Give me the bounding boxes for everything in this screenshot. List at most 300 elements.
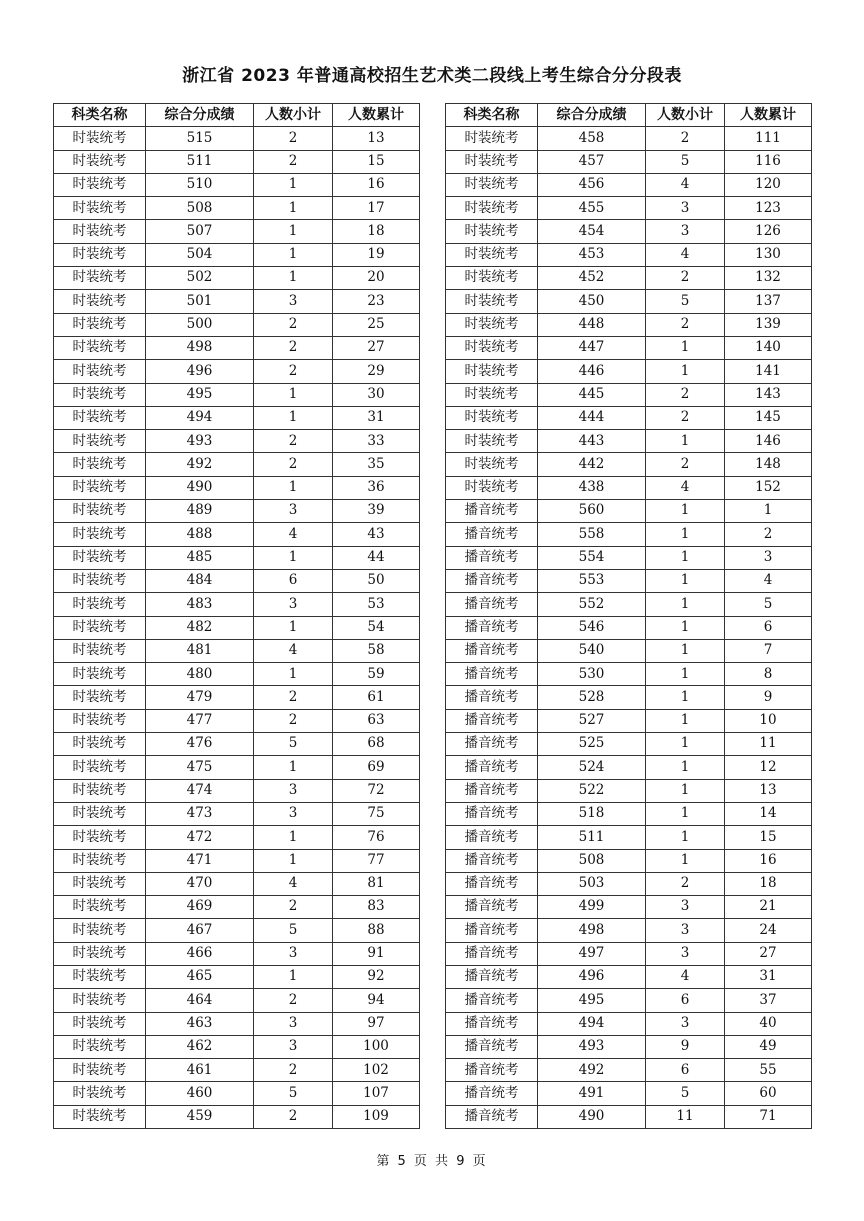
table-row: [446, 546, 812, 569]
category-cell: 时装统考: [446, 313, 538, 336]
category-cell: 时装统考: [54, 733, 146, 756]
table-row: [446, 1012, 812, 1035]
category-cell: 播音统考: [446, 1035, 538, 1058]
table-row: [54, 802, 420, 825]
cumulative-cell: 94: [333, 989, 420, 1012]
count-cell: 2: [646, 383, 725, 406]
count-cell: 1: [254, 546, 333, 569]
category-cell: 播音统考: [446, 523, 538, 546]
table-row: [446, 663, 812, 686]
category-cell: 时装统考: [54, 150, 146, 173]
table-row: [446, 686, 812, 709]
table-row: [446, 150, 812, 173]
table-row: [54, 360, 420, 383]
cumulative-cell: 43: [333, 523, 420, 546]
cumulative-cell: 91: [333, 942, 420, 965]
category-cell: 时装统考: [54, 872, 146, 895]
category-cell: 时装统考: [54, 1012, 146, 1035]
category-cell: 时装统考: [54, 197, 146, 220]
table-row: [54, 616, 420, 639]
score-cell: 494: [538, 1012, 646, 1035]
table-row: [54, 406, 420, 429]
category-cell: 时装统考: [446, 197, 538, 220]
category-cell: 播音统考: [446, 663, 538, 686]
score-cell: 462: [146, 1035, 254, 1058]
table-row: [446, 383, 812, 406]
score-cell: 471: [146, 849, 254, 872]
cumulative-cell: 130: [725, 243, 812, 266]
page-footer: 第 5 页 共 9 页: [376, 1154, 488, 1169]
table-row: [54, 1105, 420, 1128]
category-cell: 时装统考: [54, 896, 146, 919]
table-row: [446, 290, 812, 313]
category-cell: 播音统考: [446, 849, 538, 872]
score-cell: 504: [146, 243, 254, 266]
score-cell: 484: [146, 569, 254, 592]
cumulative-cell: 111: [725, 127, 812, 150]
score-cell: 482: [146, 616, 254, 639]
count-cell: 1: [646, 430, 725, 453]
count-cell: 5: [254, 919, 333, 942]
score-cell: 483: [146, 593, 254, 616]
table-row: [54, 453, 420, 476]
table-row: [54, 709, 420, 732]
cumulative-cell: 18: [725, 872, 812, 895]
score-cell: 479: [146, 686, 254, 709]
cumulative-cell: 23: [333, 290, 420, 313]
cumulative-cell: 11: [725, 733, 812, 756]
table-row: [446, 1105, 812, 1128]
category-cell: 播音统考: [446, 872, 538, 895]
score-cell: 452: [538, 267, 646, 290]
table-row: [54, 243, 420, 266]
count-cell: 1: [646, 523, 725, 546]
cumulative-cell: 81: [333, 872, 420, 895]
category-cell: 时装统考: [54, 826, 146, 849]
score-cell: 456: [538, 173, 646, 196]
cumulative-cell: 49: [725, 1035, 812, 1058]
table-row: [446, 197, 812, 220]
table-row: [54, 173, 420, 196]
count-cell: 4: [646, 476, 725, 499]
count-cell: 2: [254, 453, 333, 476]
table-row: [446, 220, 812, 243]
count-cell: 6: [646, 1059, 725, 1082]
score-cell: 492: [146, 453, 254, 476]
cumulative-cell: 37: [725, 989, 812, 1012]
page-title: 浙江省 2023 年普通高校招生艺术类二段线上考生综合分分段表: [182, 66, 682, 86]
score-cell: 552: [538, 593, 646, 616]
cumulative-cell: 5: [725, 593, 812, 616]
cumulative-cell: 83: [333, 896, 420, 919]
table-row: [54, 989, 420, 1012]
table-row: [54, 220, 420, 243]
score-cell: 525: [538, 733, 646, 756]
count-cell: 1: [254, 476, 333, 499]
count-cell: 6: [646, 989, 725, 1012]
score-cell: 465: [146, 965, 254, 988]
count-cell: 1: [646, 849, 725, 872]
table-row: [54, 476, 420, 499]
category-cell: 时装统考: [446, 406, 538, 429]
cumulative-cell: 21: [725, 896, 812, 919]
table-row: [446, 872, 812, 895]
category-cell: 播音统考: [446, 989, 538, 1012]
score-cell: 492: [538, 1059, 646, 1082]
cumulative-cell: 31: [725, 965, 812, 988]
cumulative-cell: 88: [333, 919, 420, 942]
table-body-left: [54, 127, 420, 1129]
count-cell: 1: [254, 849, 333, 872]
cumulative-cell: 71: [725, 1105, 812, 1128]
cumulative-cell: 14: [725, 802, 812, 825]
count-cell: 1: [254, 383, 333, 406]
count-cell: 5: [646, 1082, 725, 1105]
category-cell: 播音统考: [446, 896, 538, 919]
category-cell: 时装统考: [54, 756, 146, 779]
count-cell: 1: [254, 406, 333, 429]
table-row: [446, 616, 812, 639]
count-cell: 5: [646, 290, 725, 313]
header-cumulative: 人数累计: [333, 104, 420, 127]
cumulative-cell: 58: [333, 639, 420, 662]
cumulative-cell: 59: [333, 663, 420, 686]
cumulative-cell: 9: [725, 686, 812, 709]
cumulative-cell: 33: [333, 430, 420, 453]
cumulative-cell: 29: [333, 360, 420, 383]
category-cell: 时装统考: [446, 476, 538, 499]
table-row: [54, 1012, 420, 1035]
count-cell: 1: [646, 802, 725, 825]
score-cell: 498: [146, 336, 254, 359]
count-cell: 3: [254, 593, 333, 616]
category-cell: 时装统考: [54, 802, 146, 825]
cumulative-cell: 16: [725, 849, 812, 872]
score-cell: 488: [146, 523, 254, 546]
cumulative-cell: 54: [333, 616, 420, 639]
count-cell: 2: [254, 336, 333, 359]
table-row: [446, 919, 812, 942]
category-cell: 时装统考: [54, 313, 146, 336]
count-cell: 3: [646, 197, 725, 220]
table-row: [446, 430, 812, 453]
score-cell: 546: [538, 616, 646, 639]
category-cell: 播音统考: [446, 942, 538, 965]
count-cell: 2: [254, 1105, 333, 1128]
category-cell: 时装统考: [54, 663, 146, 686]
category-cell: 时装统考: [54, 383, 146, 406]
cumulative-cell: 27: [333, 336, 420, 359]
score-cell: 453: [538, 243, 646, 266]
cumulative-cell: 109: [333, 1105, 420, 1128]
count-cell: 3: [646, 896, 725, 919]
cumulative-cell: 8: [725, 663, 812, 686]
category-cell: 时装统考: [54, 779, 146, 802]
count-cell: 1: [646, 639, 725, 662]
count-cell: 1: [646, 663, 725, 686]
header-cumulative: 人数累计: [725, 104, 812, 127]
table-row: [54, 733, 420, 756]
table-header-row: [54, 104, 420, 127]
cumulative-cell: 30: [333, 383, 420, 406]
count-cell: 3: [254, 290, 333, 313]
score-cell: 524: [538, 756, 646, 779]
score-cell: 508: [538, 849, 646, 872]
table-row: [446, 453, 812, 476]
category-cell: 时装统考: [54, 523, 146, 546]
score-cell: 442: [538, 453, 646, 476]
count-cell: 1: [254, 965, 333, 988]
count-cell: 4: [254, 639, 333, 662]
category-cell: 时装统考: [54, 942, 146, 965]
category-cell: 时装统考: [54, 1035, 146, 1058]
table-row: [446, 896, 812, 919]
cumulative-cell: 68: [333, 733, 420, 756]
table-row: [446, 802, 812, 825]
count-cell: 1: [646, 360, 725, 383]
cumulative-cell: 143: [725, 383, 812, 406]
category-cell: 时装统考: [446, 453, 538, 476]
category-cell: 时装统考: [54, 709, 146, 732]
count-cell: 1: [646, 826, 725, 849]
table-row: [54, 336, 420, 359]
table-row: [54, 896, 420, 919]
table-row: [446, 779, 812, 802]
score-cell: 448: [538, 313, 646, 336]
category-cell: 播音统考: [446, 709, 538, 732]
table-row: [446, 1082, 812, 1105]
category-cell: 时装统考: [54, 336, 146, 359]
score-cell: 553: [538, 569, 646, 592]
table-row: [54, 919, 420, 942]
category-cell: 播音统考: [446, 802, 538, 825]
table-row: [446, 360, 812, 383]
category-cell: 时装统考: [54, 267, 146, 290]
score-cell: 510: [146, 173, 254, 196]
cumulative-cell: 18: [333, 220, 420, 243]
count-cell: 1: [254, 267, 333, 290]
category-cell: 播音统考: [446, 616, 538, 639]
cumulative-cell: 20: [333, 267, 420, 290]
category-cell: 时装统考: [446, 336, 538, 359]
count-cell: 3: [646, 1012, 725, 1035]
category-cell: 时装统考: [446, 150, 538, 173]
count-cell: 3: [646, 919, 725, 942]
category-cell: 播音统考: [446, 1082, 538, 1105]
cumulative-cell: 152: [725, 476, 812, 499]
score-cell: 485: [146, 546, 254, 569]
category-cell: 时装统考: [54, 593, 146, 616]
count-cell: 2: [254, 686, 333, 709]
cumulative-cell: 75: [333, 802, 420, 825]
table-row: [446, 313, 812, 336]
cumulative-cell: 4: [725, 569, 812, 592]
category-cell: 时装统考: [54, 1059, 146, 1082]
score-cell: 501: [146, 290, 254, 313]
score-cell: 481: [146, 639, 254, 662]
cumulative-cell: 148: [725, 453, 812, 476]
cumulative-cell: 107: [333, 1082, 420, 1105]
count-cell: 1: [254, 616, 333, 639]
cumulative-cell: 97: [333, 1012, 420, 1035]
category-cell: 时装统考: [54, 430, 146, 453]
cumulative-cell: 3: [725, 546, 812, 569]
count-cell: 5: [254, 1082, 333, 1105]
score-cell: 438: [538, 476, 646, 499]
count-cell: 2: [646, 267, 725, 290]
score-cell: 530: [538, 663, 646, 686]
table-row: [446, 593, 812, 616]
score-cell: 540: [538, 639, 646, 662]
cumulative-cell: 92: [333, 965, 420, 988]
category-cell: 时装统考: [54, 476, 146, 499]
count-cell: 1: [254, 243, 333, 266]
count-cell: 6: [254, 569, 333, 592]
category-cell: 播音统考: [446, 965, 538, 988]
table-row: [54, 872, 420, 895]
score-cell: 461: [146, 1059, 254, 1082]
category-cell: 播音统考: [446, 919, 538, 942]
count-cell: 1: [646, 569, 725, 592]
cumulative-cell: 6: [725, 616, 812, 639]
category-cell: 时装统考: [446, 220, 538, 243]
category-cell: 时装统考: [446, 127, 538, 150]
header-score: 综合分成绩: [538, 104, 646, 127]
category-cell: 时装统考: [54, 453, 146, 476]
table-row: [54, 686, 420, 709]
table-row: [54, 127, 420, 150]
count-cell: 3: [646, 942, 725, 965]
table-row: [446, 243, 812, 266]
category-cell: 播音统考: [446, 1012, 538, 1035]
table-header-row: [446, 104, 812, 127]
cumulative-cell: 12: [725, 756, 812, 779]
table-row: [54, 383, 420, 406]
table-row: [446, 639, 812, 662]
score-cell: 499: [538, 896, 646, 919]
table-body-right: [446, 127, 812, 1129]
cumulative-cell: 146: [725, 430, 812, 453]
header-count: 人数小计: [646, 104, 725, 127]
count-cell: 1: [254, 220, 333, 243]
count-cell: 5: [254, 733, 333, 756]
cumulative-cell: 7: [725, 639, 812, 662]
table-row: [54, 500, 420, 523]
cumulative-cell: 16: [333, 173, 420, 196]
score-cell: 450: [538, 290, 646, 313]
category-cell: 播音统考: [446, 546, 538, 569]
category-cell: 时装统考: [54, 290, 146, 313]
cumulative-cell: 2: [725, 523, 812, 546]
table-row: [446, 1059, 812, 1082]
table-row: [54, 313, 420, 336]
score-cell: 474: [146, 779, 254, 802]
table-row: [446, 127, 812, 150]
score-cell: 522: [538, 779, 646, 802]
category-cell: 播音统考: [446, 686, 538, 709]
score-cell: 511: [538, 826, 646, 849]
count-cell: 11: [646, 1105, 725, 1128]
cumulative-cell: 36: [333, 476, 420, 499]
cumulative-cell: 63: [333, 709, 420, 732]
cumulative-cell: 123: [725, 197, 812, 220]
table-row: [446, 733, 812, 756]
table-row: [446, 336, 812, 359]
cumulative-cell: 24: [725, 919, 812, 942]
category-cell: 时装统考: [446, 383, 538, 406]
category-cell: 播音统考: [446, 756, 538, 779]
category-cell: 时装统考: [54, 546, 146, 569]
table-row: [446, 267, 812, 290]
table-row: [54, 779, 420, 802]
count-cell: 1: [646, 709, 725, 732]
table-row: [446, 173, 812, 196]
count-cell: 2: [646, 313, 725, 336]
score-cell: 518: [538, 802, 646, 825]
count-cell: 1: [646, 500, 725, 523]
count-cell: 1: [646, 756, 725, 779]
count-cell: 1: [646, 779, 725, 802]
category-cell: 时装统考: [54, 616, 146, 639]
cumulative-cell: 27: [725, 942, 812, 965]
cumulative-cell: 137: [725, 290, 812, 313]
cumulative-cell: 55: [725, 1059, 812, 1082]
score-cell: 467: [146, 919, 254, 942]
cumulative-cell: 145: [725, 406, 812, 429]
category-cell: 播音统考: [446, 779, 538, 802]
cumulative-cell: 13: [725, 779, 812, 802]
score-cell: 491: [538, 1082, 646, 1105]
table-row: [446, 1035, 812, 1058]
category-cell: 播音统考: [446, 569, 538, 592]
category-cell: 时装统考: [54, 639, 146, 662]
table-row: [54, 1082, 420, 1105]
category-cell: 播音统考: [446, 1105, 538, 1128]
count-cell: 3: [254, 1012, 333, 1035]
score-cell: 527: [538, 709, 646, 732]
score-cell: 497: [538, 942, 646, 965]
cumulative-cell: 139: [725, 313, 812, 336]
score-cell: 528: [538, 686, 646, 709]
score-cell: 446: [538, 360, 646, 383]
cumulative-cell: 13: [333, 127, 420, 150]
score-cell: 447: [538, 336, 646, 359]
category-cell: 时装统考: [54, 406, 146, 429]
count-cell: 2: [646, 872, 725, 895]
cumulative-cell: 60: [725, 1082, 812, 1105]
count-cell: 9: [646, 1035, 725, 1058]
score-cell: 493: [538, 1035, 646, 1058]
category-cell: 播音统考: [446, 593, 538, 616]
score-cell: 500: [146, 313, 254, 336]
category-cell: 时装统考: [54, 360, 146, 383]
cumulative-cell: 72: [333, 779, 420, 802]
table-row: [446, 523, 812, 546]
table-row: [54, 290, 420, 313]
category-cell: 时装统考: [446, 267, 538, 290]
count-cell: 2: [254, 709, 333, 732]
score-cell: 498: [538, 919, 646, 942]
category-cell: 时装统考: [54, 569, 146, 592]
category-cell: 时装统考: [446, 173, 538, 196]
count-cell: 1: [254, 663, 333, 686]
cumulative-cell: 35: [333, 453, 420, 476]
score-cell: 473: [146, 802, 254, 825]
table-row: [54, 593, 420, 616]
table-row: [446, 569, 812, 592]
score-cell: 455: [538, 197, 646, 220]
category-cell: 时装统考: [446, 430, 538, 453]
